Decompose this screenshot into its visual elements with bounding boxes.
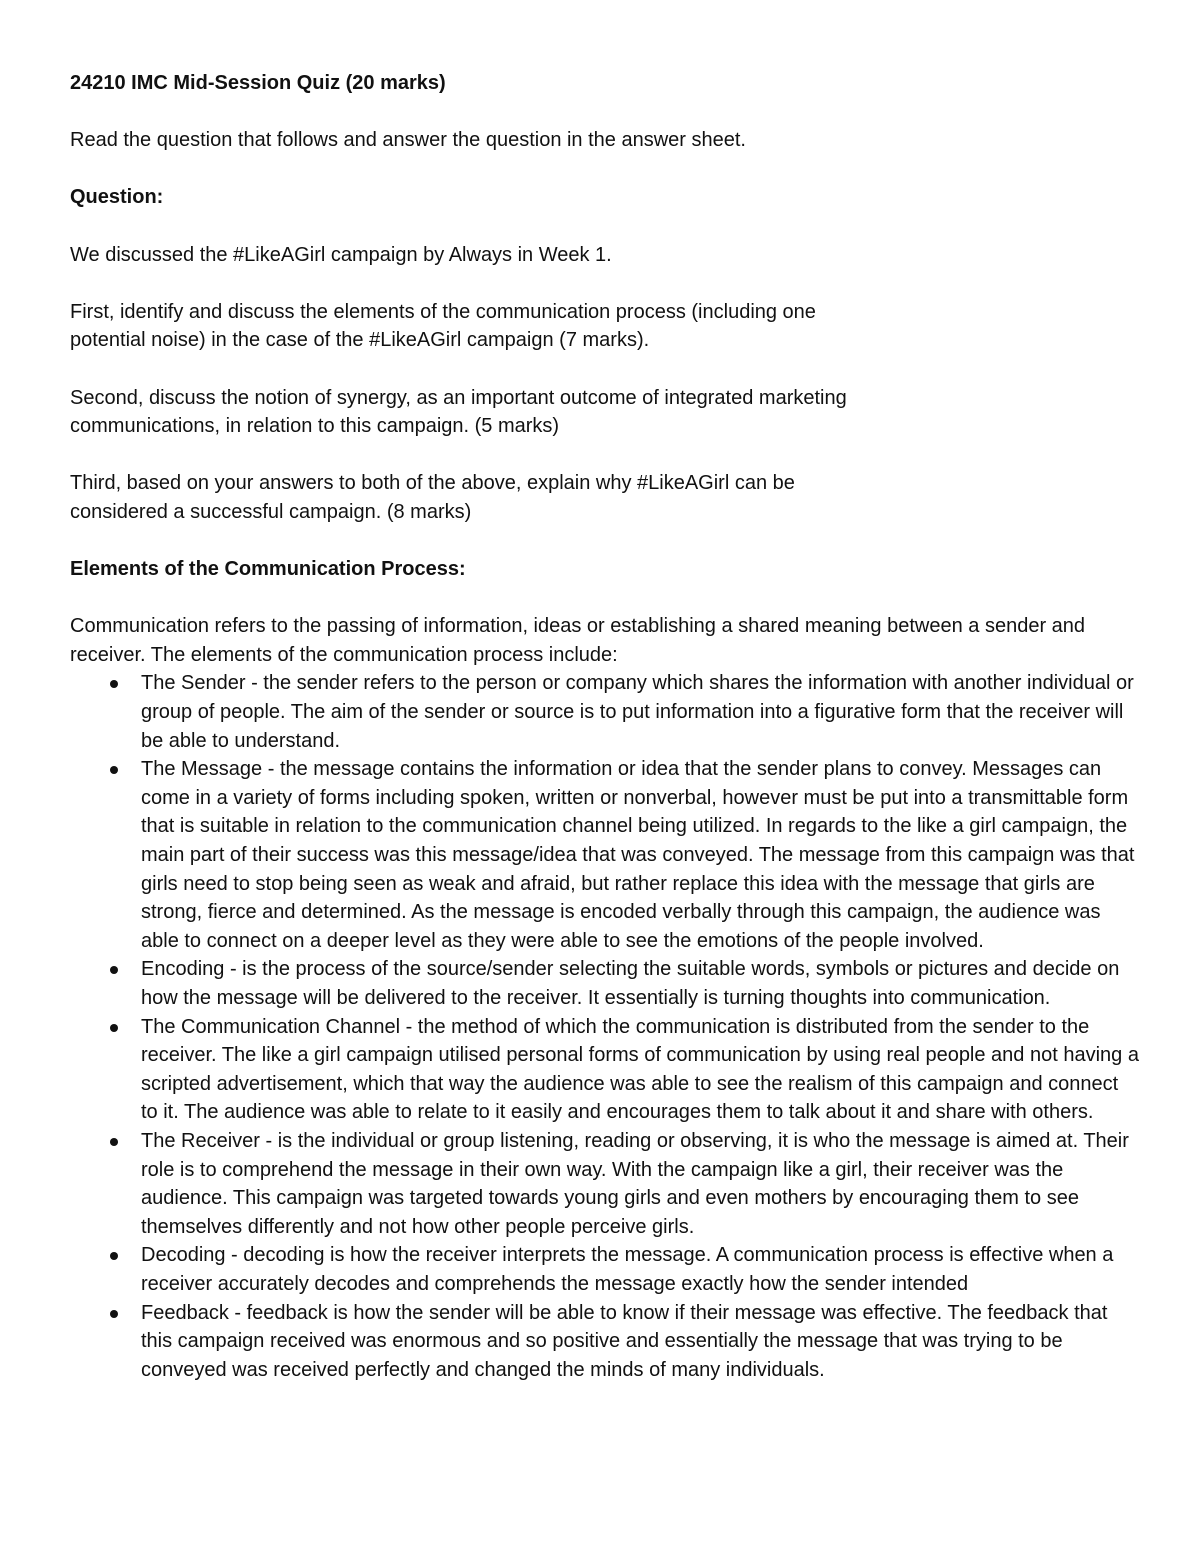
bullet-icon [110,1024,118,1032]
question-part-3-line-2: considered a successful campaign. (8 marks) [70,500,472,523]
question-intro: We discussed the #LikeAGirl campaign by Always in Week 1. [70,243,612,266]
list-item-text: Encoding - is the process of the source/sender selecting the suitable words, symbols or pictures and decide on how the message will be delivered to the receiver. It essentially is turning thoughts into communication. [141,958,1120,1009]
question-part-3 [70,469,1140,526]
bullet-icon [110,1310,118,1318]
question-part-1 [70,298,1140,355]
section-intro: Communication refers to the passing of information, ideas or establishing a shared meaning between a sender and receiver. The elements of the communication process include: [70,615,1086,666]
question-part-1-line-1: First, identify and discuss the elements of the communication process (including one [70,300,816,323]
question-part-3-line-1: Third, based on your answers to both of the above, explain why #LikeAGirl can be [70,472,795,495]
list-item-decoding [70,1241,1140,1298]
bullet-icon [110,1138,118,1146]
question-part-2-line-2: communications, in relation to this campaign. (5 marks) [70,415,560,438]
list-item-sender [70,669,1140,755]
bullet-icon [110,680,118,688]
document-page [70,69,1140,1384]
list-item-text: The Communication Channel - the method of which the communication is distributed from the sender to the receiver. The like a girl campaign utilised personal forms of communication by using real people and not having a scripted advertisement, which that way the audience was able to see the realism of this campaign and connect to it. The audience was able to relate to it easily and encourages them to talk about it and share with others. [141,1015,1139,1124]
bullet-icon [110,966,118,974]
elements-list [70,669,1140,1384]
document-title: 24210 IMC Mid-Session Quiz (20 marks) [70,72,446,94]
question-part-2 [70,384,1140,441]
question-heading: Question: [70,186,164,209]
list-item-text: Decoding - decoding is how the receiver interprets the message. A communication process is effective when a receiver accurately decodes and comprehends the message exactly how the sender intended [141,1244,1114,1295]
bullet-icon [110,1252,118,1260]
list-item-receiver [70,1127,1140,1241]
list-item-text: The Message - the message contains the information or idea that the sender plans to convey. Messages can come in a variety of forms including spoken, written or nonverbal, however must be put into a transmittable form that is suitable in relation to the communication channel being utilized. In regards to the like a girl campaign, the main part of their success was this message/idea that was conveyed. The message from this campaign was that girls need to stop being seen as weak and afraid, but rather replace this idea with the message that girls are strong, fierce and determined. As the message is encoded verbally through this campaign, the audience was able to connect on a deeper level as they were able to see the emotions of the people involved. [141,758,1135,952]
section-heading: Elements of the Communication Process: [70,558,466,581]
list-item-encoding [70,955,1140,1012]
question-part-1-line-2: potential noise) in the case of the #LikeAGirl campaign (7 marks). [70,329,650,352]
list-item-text: Feedback - feedback is how the sender will be able to know if their message was effective. The feedback that this campaign received was enormous and so positive and essentially the message that was trying to be conveyed was received perfectly and changed the minds of many individuals. [141,1301,1108,1381]
list-item-message [70,755,1140,955]
list-item-feedback [70,1299,1140,1385]
bullet-icon [110,766,118,774]
instruction-text: Read the question that follows and answer the question in the answer sheet. [70,129,746,152]
question-part-2-line-1: Second, discuss the notion of synergy, as an important outcome of integrated marketing [70,386,847,409]
list-item-channel [70,1013,1140,1127]
list-item-text: The Sender - the sender refers to the person or company which shares the information with another individual or group of people. The aim of the sender or source is to put information into a figurative form that the receiver will be able to understand. [141,672,1134,752]
list-item-text: The Receiver - is the individual or group listening, reading or observing, it is who the message is aimed at. Their role is to comprehend the message in their own way. With the campaign like a girl, their receiver was the audience. This campaign was targeted towards young girls and even mothers by encouraging them to see themselves differently and not how other people perceive girls. [141,1129,1129,1238]
